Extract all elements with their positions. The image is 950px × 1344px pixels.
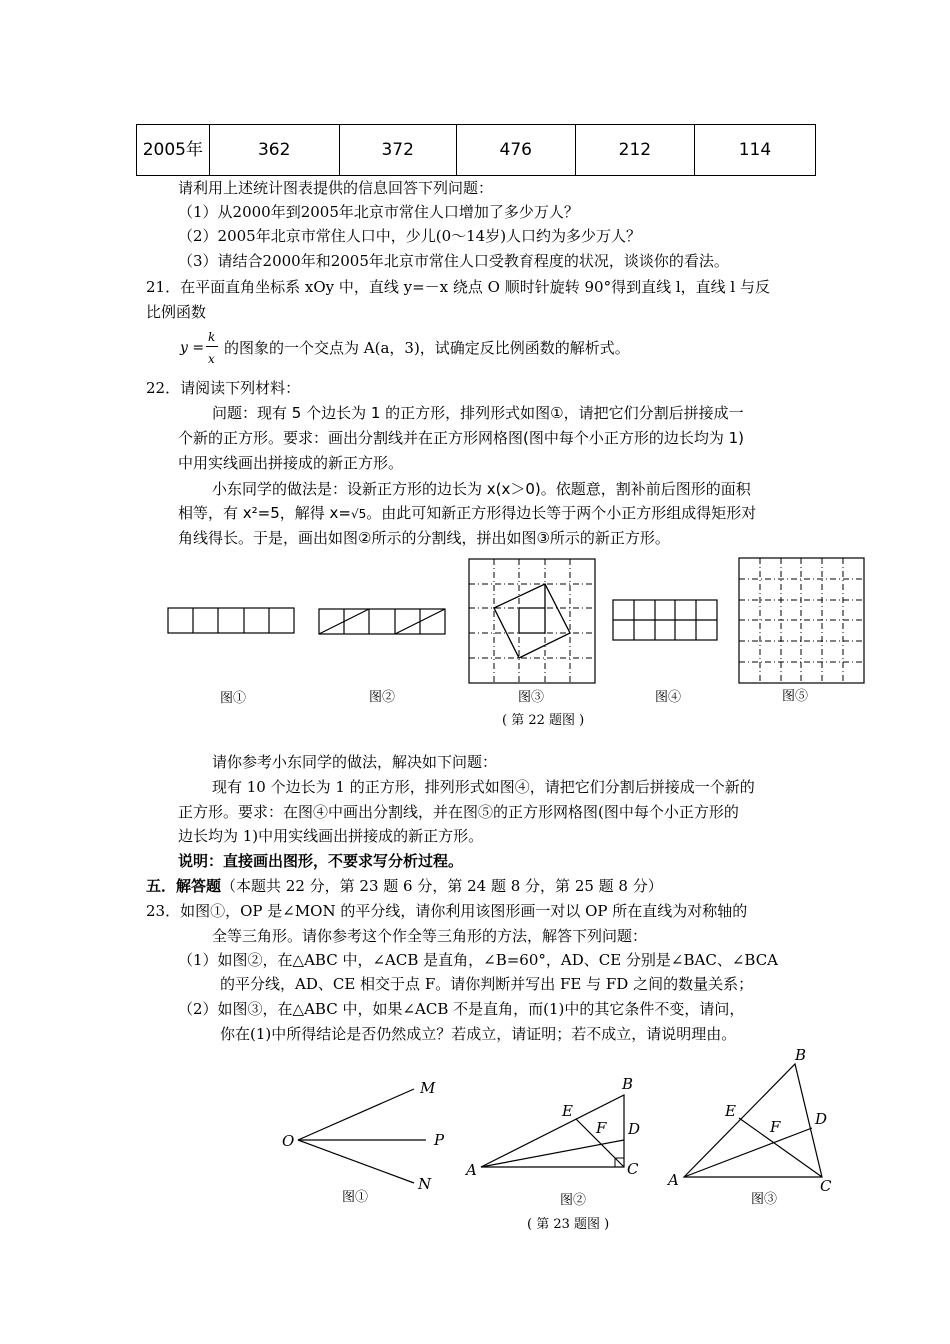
q20-part2: （2）2005年北京市常住人口中，少儿(0～14岁)人口约为多少万人？ [178, 227, 642, 245]
section5-desc: （本题共 22 分，第 23 题 6 分，第 24 题 8 分，第 25 题 8 分） [221, 877, 663, 895]
point-M: M [420, 1079, 436, 1097]
point-P: P [434, 1131, 445, 1149]
q22-material-6: 角线得长。于是，画出如图②所示的分割线，拼出如图③所示的新正方形。 [178, 529, 670, 547]
q23-line1: 23．如图①，OP 是∠MON 的平分线，请你利用该图形画一对以 OP 所在直线为对称轴的 [146, 902, 748, 920]
q22-material-5a: 相等，有 x²=5，解得 x= [178, 504, 351, 522]
q21-line1: 21．在平面直角坐标系 xOy 中，直线 y=－x 绕点 O 顺时针旋转 90°得到直线 l，直线 l 与反 [146, 278, 770, 296]
q21-line3: 的图象的一个交点为 A(a，3)，试确定反比例函数的解析式。 [224, 339, 630, 357]
q23-fig3 [684, 1064, 822, 1177]
population-table [136, 124, 816, 176]
q23-line3: （1）如图②，在△ABC 中，∠ACB 是直角，∠B=60°，AD、CE 分别是∠BAC、∠BCA [178, 951, 779, 969]
q22-material-3: 中用实线画出拼接成的新正方形。 [178, 454, 404, 472]
q22-request-3: 正方形。要求：在图④中画出分割线，并在图⑤的正方形网格图(图中每个小正方形的 [178, 803, 739, 821]
table-cell: 372 [339, 125, 456, 176]
q23-line5: （2）如图③，在△ABC 中，如果∠ACB 不是直角，而(1)中的其它条件不变，请问， [178, 1000, 745, 1018]
fig2-squares-cut [319, 609, 445, 634]
table-cell: 114 [694, 125, 815, 176]
q20-part3: （3）请结合2000年和2005年北京市常住人口受教育程度的状况，谈谈你的看法。 [178, 252, 729, 270]
q21-line2: 比例函数 [146, 303, 207, 321]
point-O: O [282, 1132, 295, 1150]
point-A: A [466, 1161, 477, 1179]
fig5-grid [739, 558, 864, 683]
point-B: B [622, 1075, 634, 1093]
point-C: C [820, 1177, 832, 1195]
point-N: N [418, 1175, 432, 1193]
q22-request-5: 说明：直接画出图形，不要求写分析过程。 [178, 852, 464, 870]
fig-label: 图② [560, 1193, 587, 1208]
fig4-squares [613, 600, 717, 640]
fig-label: 图③ [518, 690, 545, 705]
fraction-bar [206, 346, 218, 347]
fig-label: 图① [342, 1190, 369, 1205]
fig3-grid [469, 559, 595, 683]
point-A: A [668, 1171, 679, 1189]
point-C: C [627, 1160, 639, 1178]
q23-fig1 [298, 1089, 426, 1183]
q21-formula-y: y = [180, 340, 205, 356]
fig-label: 图③ [751, 1192, 778, 1207]
point-E: E [725, 1102, 736, 1120]
point-F: F [770, 1118, 781, 1136]
q22-material-2: 个新的正方形。要求：画出分割线并在正方形网格图(图中每个小正方形的边长均为 1) [178, 429, 745, 447]
point-D: D [628, 1120, 641, 1138]
q22-request-1: 请你参考小东同学的做法，解决如下问题： [212, 753, 498, 771]
fig-label: 图① [220, 691, 247, 706]
fig-caption: ( 第 22 题图 ) [502, 713, 585, 728]
q22-request-4: 边长均为 1)中用实线画出拼接成的新正方形。 [178, 827, 484, 845]
point-F: F [596, 1119, 607, 1137]
point-E: E [562, 1102, 573, 1120]
fig-label: 图⑤ [782, 689, 809, 704]
q22-title: 22．请阅读下列材料： [146, 379, 301, 397]
fig1-squares [168, 608, 294, 633]
point-B: B [795, 1046, 807, 1064]
section5-title: 五．解答题 [146, 877, 222, 895]
q21-formula-k: k [208, 330, 216, 344]
q20-part1: （1）从2000年到2005年北京市常住人口增加了多少万人？ [178, 203, 579, 221]
q22-material-5c: 。由此可知新正方形得边长等于两个小正方形组成得矩形对 [366, 504, 757, 522]
fig-label: 图④ [655, 690, 682, 705]
point-D: D [815, 1110, 828, 1128]
q23-line4: 的平分线，AD、CE 相交于点 F。请你判断并写出 FE 与 FD 之间的数量关系； [220, 975, 754, 993]
q22-material-4: 小东同学的做法是：设新正方形的边长为 x(x＞0)。依题意，割补前后图形的面积 [212, 480, 751, 498]
sqrt5: √5 [350, 507, 367, 521]
q23-line6: 你在(1)中所得结论是否仍然成立？若成立，请证明；若不成立，请说明理由。 [220, 1025, 737, 1043]
table-row [137, 125, 816, 176]
year-cell: 2005年 [137, 125, 210, 176]
q22-material-1: 问题：现有 5 个边长为 1 的正方形，排列形式如图①，请把它们分割后拼接成一 [212, 404, 744, 422]
table-cell: 212 [575, 125, 694, 176]
fig-label: 图② [369, 690, 396, 705]
q23-line2: 全等三角形。请你参考这个作全等三角形的方法，解答下列问题： [212, 927, 648, 945]
table-cell: 476 [456, 125, 575, 176]
fig-caption: ( 第 23 题图 ) [527, 1217, 610, 1232]
q22-request-2: 现有 10 个边长为 1 的正方形，排列形式如图④，请把它们分割后拼接成一个新的 [212, 778, 755, 796]
q23-fig2 [481, 1095, 624, 1167]
q22-material-5 [178, 503, 756, 524]
q21-formula-x: x [208, 352, 215, 366]
table-cell: 362 [209, 125, 339, 176]
q20-intro: 请利用上述统计图表提供的信息回答下列问题： [178, 179, 494, 197]
section5-heading [146, 876, 663, 896]
